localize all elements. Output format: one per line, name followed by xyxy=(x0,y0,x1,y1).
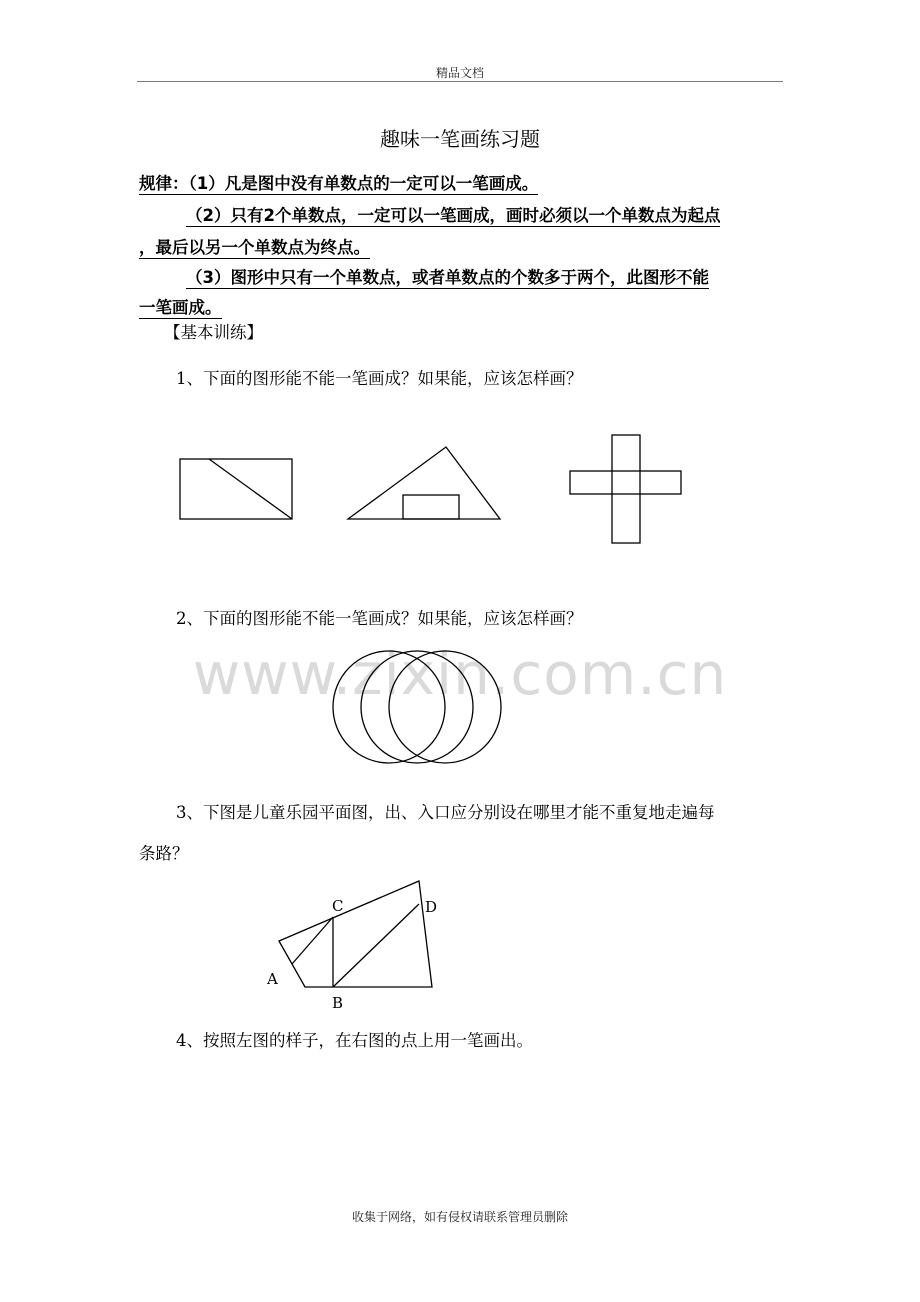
question-1: 1、下面的图形能不能一笔画成？如果能，应该怎样画？ xyxy=(176,369,583,388)
question-2: 2、下面的图形能不能一笔画成？如果能，应该怎样画？ xyxy=(176,609,583,628)
figure-2-circle-middle xyxy=(361,651,473,763)
figure-1b-triangle xyxy=(348,447,500,519)
rule-2-line-2-text: ，最后以另一个单数点为终点。 xyxy=(139,238,370,257)
section-heading: 【基本训练】 xyxy=(164,323,263,342)
figure-3-outline xyxy=(279,881,432,987)
watermark: www.zixin.com.cn xyxy=(192,640,728,708)
rule-3-line-1-text: （3）图形中只有一个单数点，或者单数点的个数多于两个，此图形不能 xyxy=(186,268,709,287)
figure-3-path-bd xyxy=(333,904,419,987)
label-d: D xyxy=(425,898,438,916)
figure-cross xyxy=(570,435,681,543)
figure-three-circles xyxy=(333,651,501,763)
figure-1a-rectangle xyxy=(180,459,292,519)
figure-3-path-ca xyxy=(292,917,333,964)
question-4: 4、按照左图的样子，在右图的点上用一笔画出。 xyxy=(176,1031,533,1050)
figure-1c-horizontal-bar xyxy=(570,471,681,494)
figure-triangle-with-box xyxy=(348,447,500,519)
question-3-line-1: 3、下图是儿童乐园平面图，出、入口应分别设在哪里才能不重复地走遍每 xyxy=(176,803,715,822)
rule-1-text: 规律：（1）凡是图中没有单数点的一定可以一笔画成。 xyxy=(139,174,539,193)
figure-park-map xyxy=(279,881,432,987)
rule-3-line-2-text: 一笔画成。 xyxy=(139,298,222,317)
question-3-line-2: 条路？ xyxy=(139,844,189,863)
label-c: C xyxy=(332,897,344,915)
figure-1a-diagonal xyxy=(209,459,292,519)
figure-1c-vertical-bar xyxy=(612,435,640,543)
document-title: 趣味一笔画练习题 xyxy=(380,127,540,151)
label-b: B xyxy=(332,994,344,1012)
figure-1b-box xyxy=(403,495,459,519)
page-footer: 收集于网络，如有侵权请联系管理员删除 xyxy=(351,1210,568,1224)
page-header: 精品文档 xyxy=(435,66,484,80)
figure-rectangle-with-diagonal xyxy=(180,459,292,519)
rule-2-line-1-text: （2）只有2个单数点，一定可以一笔画成，画时必须以一个单数点为起点 xyxy=(186,206,721,225)
label-a: A xyxy=(267,970,278,988)
